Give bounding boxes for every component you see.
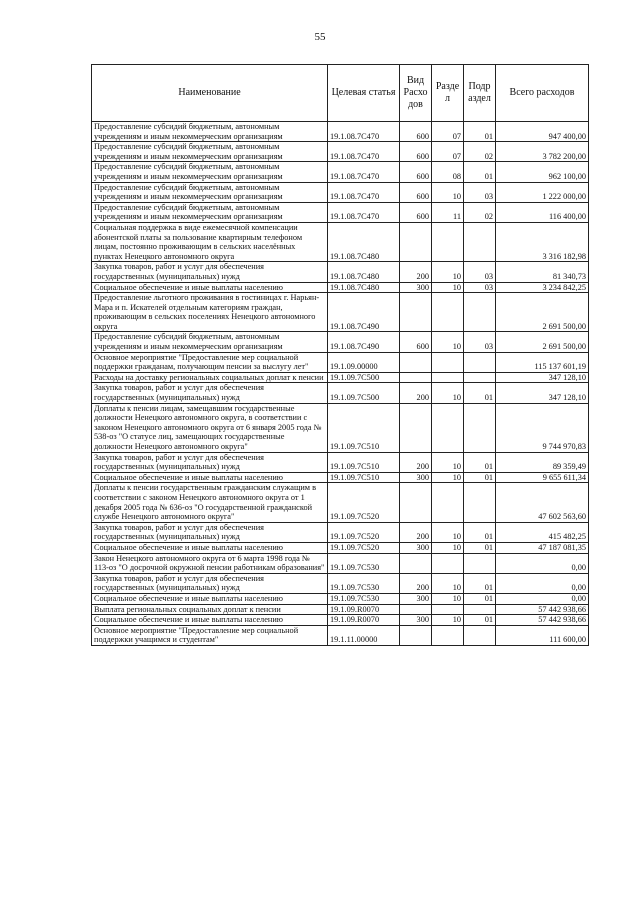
cell-section: 07 <box>432 142 464 162</box>
cell-target-article: 19.1.09.7С520 <box>328 542 400 553</box>
table-row <box>92 472 589 483</box>
cell-target-article: 19.1.08.7С470 <box>328 202 400 222</box>
table-row <box>92 182 589 202</box>
cell-subsection: 01 <box>464 522 496 542</box>
cell-subsection: 03 <box>464 182 496 202</box>
cell-section: 10 <box>432 383 464 403</box>
cell-name: Закупка товаров, работ и услуг для обеспечения государственных (муниципальных) нужд <box>92 573 328 593</box>
cell-name: Социальная поддержка в виде ежемесячной компенсации абонентской платы за пользование квартирным телефоном лицам, постоянно проживающим в сельских населённых пунктах Ненецкого автономного округа <box>92 222 328 261</box>
cell-section: 10 <box>432 452 464 472</box>
cell-expense-type: 600 <box>400 162 432 182</box>
cell-section <box>432 625 464 645</box>
cell-expense-type <box>400 372 432 383</box>
table-row <box>92 615 589 626</box>
cell-total: 0,00 <box>496 553 589 573</box>
cell-subsection: 01 <box>464 593 496 604</box>
cell-total: 57 442 938,66 <box>496 604 589 615</box>
table-row <box>92 372 589 383</box>
cell-section: 10 <box>432 262 464 282</box>
cell-name: Закупка товаров, работ и услуг для обеспечения государственных (муниципальных) нужд <box>92 522 328 542</box>
cell-expense-type: 300 <box>400 472 432 483</box>
cell-expense-type: 200 <box>400 262 432 282</box>
cell-section <box>432 403 464 452</box>
table-row <box>92 222 589 261</box>
cell-total: 81 340,73 <box>496 262 589 282</box>
cell-total: 415 482,25 <box>496 522 589 542</box>
cell-target-article: 19.1.09.7С500 <box>328 383 400 403</box>
cell-name: Основное мероприятие "Предоставление мер социальной поддержки учащимся и студентам" <box>92 625 328 645</box>
cell-target-article: 19.1.09.7С520 <box>328 483 400 522</box>
cell-expense-type <box>400 403 432 452</box>
cell-name: Предоставление субсидий бюджетным, автономным учреждениям и иным некоммерческим организациям <box>92 122 328 142</box>
cell-name: Закон Ненецкого автономного округа от 6 марта 1998 года № 113-оз "О досрочной окружной пенсии работникам образования" <box>92 553 328 573</box>
header-section: Разде л <box>432 65 464 122</box>
table-row <box>92 262 589 282</box>
table-row <box>92 483 589 522</box>
cell-name: Закупка товаров, работ и услуг для обеспечения государственных (муниципальных) нужд <box>92 452 328 472</box>
cell-total: 1 222 000,00 <box>496 182 589 202</box>
cell-target-article: 19.1.08.7С470 <box>328 142 400 162</box>
cell-subsection <box>464 352 496 372</box>
table-row <box>92 452 589 472</box>
cell-target-article: 19.1.09.7С510 <box>328 452 400 472</box>
header-subsection: Подр аздел <box>464 65 496 122</box>
table-row <box>92 403 589 452</box>
cell-expense-type: 200 <box>400 452 432 472</box>
cell-target-article: 19.1.09.R0070 <box>328 604 400 615</box>
cell-subsection: 02 <box>464 142 496 162</box>
cell-name: Основное мероприятие "Предоставление мер социальной поддержки гражданам, получающим пенсии за выслугу лет" <box>92 352 328 372</box>
cell-total: 2 691 500,00 <box>496 293 589 332</box>
cell-name: Социальное обеспечение и иные выплаты населению <box>92 472 328 483</box>
cell-section: 10 <box>432 522 464 542</box>
cell-target-article: 19.1.08.7С470 <box>328 122 400 142</box>
cell-expense-type: 300 <box>400 542 432 553</box>
cell-target-article: 19.1.08.7С480 <box>328 222 400 261</box>
cell-subsection: 01 <box>464 573 496 593</box>
cell-section: 10 <box>432 332 464 352</box>
cell-subsection: 01 <box>464 452 496 472</box>
table-row <box>92 352 589 372</box>
cell-subsection: 02 <box>464 202 496 222</box>
cell-total: 3 316 182,98 <box>496 222 589 261</box>
cell-expense-type: 600 <box>400 202 432 222</box>
table-row <box>92 282 589 293</box>
cell-expense-type: 200 <box>400 522 432 542</box>
cell-total: 47 187 081,35 <box>496 542 589 553</box>
cell-section <box>432 222 464 261</box>
cell-target-article: 19.1.09.00000 <box>328 352 400 372</box>
cell-total: 47 602 563,60 <box>496 483 589 522</box>
cell-target-article: 19.1.08.7С490 <box>328 332 400 352</box>
cell-total: 347 128,10 <box>496 372 589 383</box>
cell-section: 08 <box>432 162 464 182</box>
cell-target-article: 19.1.09.7С500 <box>328 372 400 383</box>
table-row <box>92 522 589 542</box>
cell-total: 57 442 938,66 <box>496 615 589 626</box>
header-name: Наименование <box>92 65 328 122</box>
cell-target-article: 19.1.08.7С480 <box>328 282 400 293</box>
table-row <box>92 122 589 142</box>
cell-section: 07 <box>432 122 464 142</box>
cell-expense-type: 600 <box>400 182 432 202</box>
cell-expense-type: 300 <box>400 593 432 604</box>
cell-section <box>432 352 464 372</box>
cell-target-article: 19.1.09.R0070 <box>328 615 400 626</box>
cell-total: 0,00 <box>496 573 589 593</box>
cell-subsection <box>464 553 496 573</box>
header-expense-type: Вид Расхо дов <box>400 65 432 122</box>
header-total: Всего расходов <box>496 65 589 122</box>
cell-subsection: 01 <box>464 383 496 403</box>
table-row <box>92 542 589 553</box>
cell-name: Выплата региональных социальных доплат к пенсии <box>92 604 328 615</box>
cell-name: Социальное обеспечение и иные выплаты населению <box>92 615 328 626</box>
table-row <box>92 162 589 182</box>
cell-expense-type: 300 <box>400 282 432 293</box>
cell-section <box>432 372 464 383</box>
budget-table <box>91 64 589 646</box>
cell-subsection: 03 <box>464 282 496 293</box>
table-header-row <box>92 65 589 122</box>
cell-expense-type <box>400 222 432 261</box>
cell-subsection: 03 <box>464 262 496 282</box>
cell-section: 10 <box>432 615 464 626</box>
cell-name: Предоставление субсидий бюджетным, автономным учреждениям и иным некоммерческим организациям <box>92 142 328 162</box>
cell-target-article: 19.1.08.7С480 <box>328 262 400 282</box>
cell-expense-type: 300 <box>400 615 432 626</box>
cell-expense-type: 600 <box>400 122 432 142</box>
cell-name: Социальное обеспечение и иные выплаты населению <box>92 593 328 604</box>
cell-name: Закупка товаров, работ и услуг для обеспечения государственных (муниципальных) нужд <box>92 262 328 282</box>
cell-target-article: 19.1.09.7С520 <box>328 522 400 542</box>
cell-total: 115 137 601,19 <box>496 352 589 372</box>
cell-section <box>432 553 464 573</box>
cell-total: 2 691 500,00 <box>496 332 589 352</box>
cell-total: 0,00 <box>496 593 589 604</box>
cell-target-article: 19.1.11.00000 <box>328 625 400 645</box>
cell-target-article: 19.1.09.7С510 <box>328 403 400 452</box>
cell-subsection <box>464 604 496 615</box>
cell-section: 10 <box>432 573 464 593</box>
cell-name: Предоставление субсидий бюджетным, автономным учреждениям и иным некоммерческим организациям <box>92 332 328 352</box>
table-row <box>92 625 589 645</box>
cell-expense-type <box>400 604 432 615</box>
cell-expense-type: 200 <box>400 573 432 593</box>
cell-name: Предоставление льготного проживания в гостиницах г. Нарьян-Мара и п. Искателей отдельным категориям граждан, проживающим в сельских поселениях Ненецкого автономного округа <box>92 293 328 332</box>
cell-expense-type <box>400 625 432 645</box>
table-row <box>92 332 589 352</box>
cell-subsection <box>464 293 496 332</box>
cell-section: 10 <box>432 593 464 604</box>
cell-section: 11 <box>432 202 464 222</box>
table-row <box>92 293 589 332</box>
cell-subsection: 03 <box>464 332 496 352</box>
cell-total: 111 600,00 <box>496 625 589 645</box>
cell-subsection <box>464 483 496 522</box>
cell-name: Доплаты к пенсии лицам, замещавшим государственные должности Ненецкого автономного округа, в соответствии с законом Ненецкого автономного округа от 6 января 2005 года № 538-оз "О статусе лиц, замещающих государственные должности Ненецкого автономного округа" <box>92 403 328 452</box>
cell-section <box>432 604 464 615</box>
cell-target-article: 19.1.08.7С470 <box>328 162 400 182</box>
table-row <box>92 142 589 162</box>
table-row <box>92 604 589 615</box>
cell-name: Доплаты к пенсии государственным гражданским служащим в соответствии с законом Ненецкого автономного округа от 1 декабря 2005 года № 636-оз "О государственной гражданской службе Ненецкого автономного округа" <box>92 483 328 522</box>
cell-total: 89 359,49 <box>496 452 589 472</box>
cell-target-article: 19.1.09.7С530 <box>328 553 400 573</box>
cell-section <box>432 483 464 522</box>
cell-subsection <box>464 372 496 383</box>
table-row <box>92 553 589 573</box>
table-body <box>92 122 589 646</box>
cell-total: 947 400,00 <box>496 122 589 142</box>
cell-total: 3 234 842,25 <box>496 282 589 293</box>
cell-subsection: 01 <box>464 122 496 142</box>
cell-expense-type <box>400 553 432 573</box>
cell-name: Расходы на доставку региональных социальных доплат к пенсии <box>92 372 328 383</box>
cell-target-article: 19.1.09.7С510 <box>328 472 400 483</box>
cell-total: 962 100,00 <box>496 162 589 182</box>
cell-expense-type <box>400 293 432 332</box>
cell-total: 116 400,00 <box>496 202 589 222</box>
cell-subsection <box>464 222 496 261</box>
cell-total: 9 744 970,83 <box>496 403 589 452</box>
cell-section <box>432 293 464 332</box>
cell-expense-type: 600 <box>400 332 432 352</box>
cell-target-article: 19.1.09.7С530 <box>328 573 400 593</box>
cell-name: Предоставление субсидий бюджетным, автономным учреждениям и иным некоммерческим организациям <box>92 182 328 202</box>
cell-section: 10 <box>432 282 464 293</box>
table-row <box>92 202 589 222</box>
cell-target-article: 19.1.09.7С530 <box>328 593 400 604</box>
cell-subsection: 01 <box>464 615 496 626</box>
cell-subsection <box>464 625 496 645</box>
cell-expense-type <box>400 352 432 372</box>
cell-subsection: 01 <box>464 162 496 182</box>
table-row <box>92 593 589 604</box>
cell-name: Закупка товаров, работ и услуг для обеспечения государственных (муниципальных) нужд <box>92 383 328 403</box>
table-row <box>92 383 589 403</box>
cell-subsection <box>464 403 496 452</box>
cell-expense-type: 200 <box>400 383 432 403</box>
cell-section: 10 <box>432 542 464 553</box>
cell-section: 10 <box>432 472 464 483</box>
header-target-article: Целевая статья <box>328 65 400 122</box>
cell-name: Социальное обеспечение и иные выплаты населению <box>92 282 328 293</box>
cell-total: 3 782 200,00 <box>496 142 589 162</box>
cell-name: Предоставление субсидий бюджетным, автономным учреждениям и иным некоммерческим организациям <box>92 162 328 182</box>
cell-expense-type <box>400 483 432 522</box>
cell-expense-type: 600 <box>400 142 432 162</box>
table-row <box>92 573 589 593</box>
cell-target-article: 19.1.08.7С470 <box>328 182 400 202</box>
cell-section: 10 <box>432 182 464 202</box>
cell-total: 9 655 611,34 <box>496 472 589 483</box>
cell-subsection: 01 <box>464 542 496 553</box>
cell-subsection: 01 <box>464 472 496 483</box>
cell-total: 347 128,10 <box>496 383 589 403</box>
cell-name: Социальное обеспечение и иные выплаты населению <box>92 542 328 553</box>
page-number: 55 <box>314 31 326 43</box>
cell-name: Предоставление субсидий бюджетным, автономным учреждениям и иным некоммерческим организациям <box>92 202 328 222</box>
cell-target-article: 19.1.08.7С490 <box>328 293 400 332</box>
